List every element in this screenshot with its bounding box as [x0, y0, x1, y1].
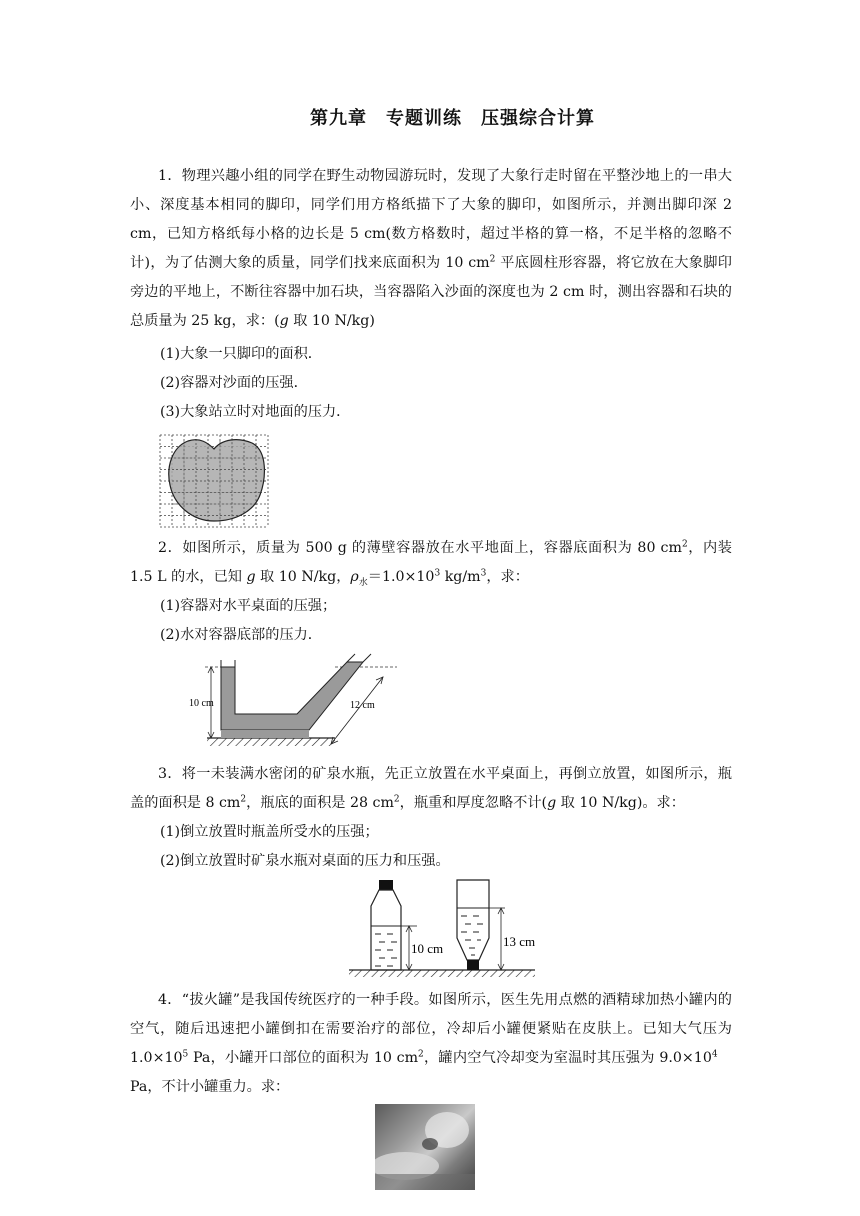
question-4-text: 4．“拔火罐”是我国传统医疗的一种手段。如图所示，医生先用点燃的酒精球加热小罐内的空气，随后迅速把小罐倒扣在需要治疗的部位，冷却后小罐便紧贴在皮肤上。已知大气压为 $1.0\times 10^5$ Pa，小罐开口部位的面积为 10 $cm^2$，罐内空气冷却变为室温时其压强为 $9.0\times 10^4$ Pa，不计小罐重力。求：	[130, 992, 732, 1095]
question-1-text: 1．物理兴趣小组的同学在野生动物园游玩时，发现了大象行走时留在平整沙地上的一串大小、深度基本相同的脚印，同学们用方格纸描下了大象的脚印，如图所示，并测出脚印深 2 cm，已知方格纸每小格的边长是 5 cm(数方格数时，超过半格的算一格，不足半格的忽略不计)，为了估测大象的质量，同学们找来底面积为 10 $cm^2$ 平底圆柱形容器，将它放在大象脚印旁边的平地上，不断往容器中加石块，当容器陷入沙面的深度也为 2 cm 时，测出容器和石块的总质量为 25 kg，求：(g 取 10 N/kg)	[130, 168, 732, 329]
question-3-text: 3．将一未装满水密闭的矿泉水瓶，先正立放置在水平桌面上，再倒立放置，如图所示，瓶盖的面积是 8 $cm^2$，瓶底的面积是 28 $cm^2$，瓶重和厚度忽略不计(g 取 10 N/kg)。求：	[130, 766, 732, 811]
cupping-photo	[375, 1104, 475, 1190]
inverted-height-label: 13 cm	[503, 934, 536, 949]
question-3-sub-2: (2)倒立放置时矿泉水瓶对桌面的压力和压强。	[160, 853, 450, 869]
left-dimension-label: 10 cm	[189, 698, 214, 709]
upright-height-label: 10 cm	[411, 941, 444, 956]
question-1-sub-3: (3)大象站立时对地面的压力．	[160, 404, 351, 420]
footprint-grid-figure	[158, 433, 270, 529]
question-2-sub-1: (1)容器对水平桌面的压强；	[160, 598, 337, 614]
question-2-sub-2: (2)水对容器底部的压力．	[160, 627, 322, 643]
page-title: 第九章 专题训练 压强综合计算	[310, 108, 595, 129]
question-2-text: 2．如图所示，质量为 500 g 的薄壁容器放在水平地面上，容器底面积为 80 $cm^2$，内装 1.5 L 的水，已知 g 取 10 N/kg，$\rho_水=1.0\times 10^3$ $kg/m^3$，求：	[130, 539, 732, 588]
question-1-sub-1: (1)大象一只脚印的面积．	[160, 346, 322, 362]
question-1-sub-2: (2)容器对沙面的压强．	[160, 375, 308, 391]
right-dimension-label: 12 cm	[350, 700, 375, 711]
bottle-figure	[345, 876, 555, 980]
container-figure	[185, 652, 405, 752]
question-3-sub-1: (1)倒立放置时瓶盖所受水的压强；	[160, 824, 379, 840]
cupping-photo-shapes	[375, 1104, 475, 1190]
